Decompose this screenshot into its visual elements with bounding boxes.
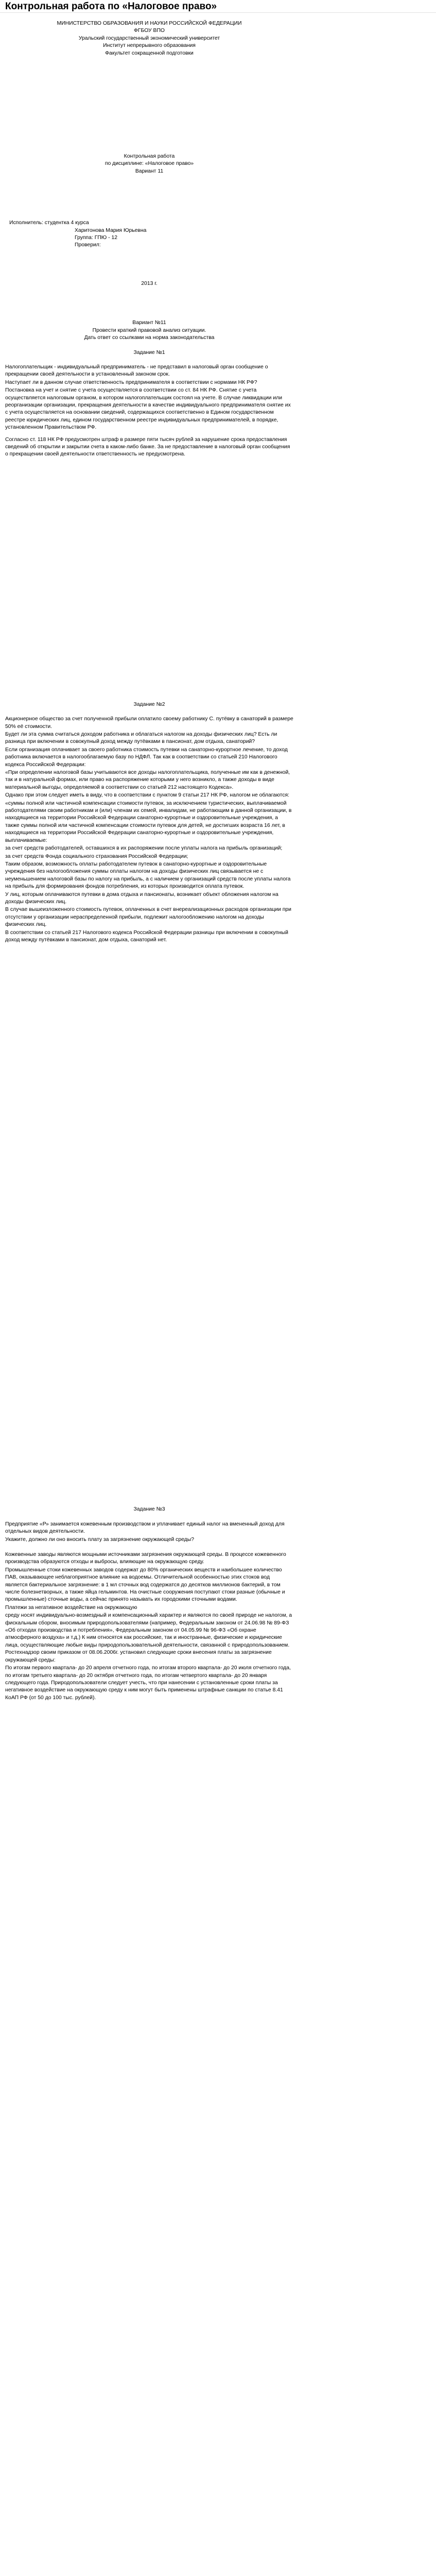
variant-instruction-2: Дать ответ со ссылками на норма законодательства bbox=[84, 335, 215, 341]
task2-paragraph: Однако при этом следует иметь в виду, что в соответствии с пунктом 9 статьи 217 НК РФ, налогом не облагаются: bbox=[5, 792, 289, 799]
variant-line: Вариант 11 bbox=[135, 168, 164, 174]
task1-paragraph: Налогоплательщик - индивидуальный предприниматель - не представил в налоговый орган сообщение о прекращении своей деятельности в установленный законом срок. bbox=[5, 364, 268, 378]
task3-paragraph: Платежи за негативное воздействие на окружающую bbox=[5, 1604, 137, 1611]
task3-paragraph: Промышленные стоки кожевенных заводов содержат до 80% органических веществ и наибольшее количество ПАВ, оказывающее неблагоприятное влияние на водоемы. Отличительной особенностью этих стоков вод является бактериальное загрязнение: в 1 мл сточных вод содержатся до десятков миллионов бактерий, в том числе болезнетворных, а также яйца гельминтов. На очистные сооружения поступают стоки разные (обычные и промышленные) сточные воды, а сейчас принято называть их городскими сточными водами. bbox=[5, 1567, 285, 1603]
ministry-line: МИНИСТЕРСТВО ОБРАЗОВАНИЯ И НАУКИ РОССИЙСКОЙ ФЕДЕРАЦИИ bbox=[57, 21, 242, 26]
task2-paragraph: Таким образом, возможность оплаты работодателем путевок в санаторно-курортные и оздоровительные учреждения без налогообложения суммы оплаты налогом на доходы физических лиц связывается не с неуменьшением налоговой базы по налогу на прибыль, а с наличием у организаций средств после уплаты налога на прибыль для формирования фондов потребления, из которых производится оплата путевок. bbox=[5, 861, 291, 890]
task3-paragraph: По итогам первого квартала- до 20 апреля отчетного года, по итогам второго квартала- до 20 июля отчетного года, по итогам третьего квартала- до 20 октября отчетного года, по итогам четвертого квартала- до 20 января следующего года. Природопользователи следует учесть, что при нанесении с установленные сроки платы за негативное воздействие на окружающую среду к ним могут быть применены штрафные санкции по статье 8.41 КоАП РФ (от 50 до 100 тыс. рублей). bbox=[5, 1665, 291, 1701]
student-name: Харитонова Мария Юрьевна bbox=[75, 227, 147, 233]
work-type-line: Контрольная работа bbox=[124, 154, 175, 160]
task1-paragraph: Согласно ст. 118 НК РФ предусмотрен штраф в размере пяти тысяч рублей за нарушение срока предоставления сведений об открытии и закрытии счета в каком-либо банке. За не предоставление в налоговый орган сообщения о прекращении своей деятельности ответственность не предусмотрена. bbox=[5, 436, 290, 457]
performer-label: Исполнитель: студентка 4 курса bbox=[9, 220, 89, 226]
institute-line: Институт непрерывного образования bbox=[103, 43, 196, 49]
task2-paragraph: В случае вышеизложенного стоимость путевок, оплаченных в счет внереализационных расходов организации при отсутствии у организации нераспределенной прибыли, подлежит налогообложению налогом на доходы физических лиц. bbox=[5, 907, 291, 928]
task2-body bbox=[5, 716, 293, 944]
task2-paragraph: «суммы полной или частичной компенсации стоимости путевок, за исключением туристических, выплачиваемой работодателями своим работникам и (или) членам их семей, инвалидам, не работающим в данной организации, в находящиеся на территории Российской Федерации санаторно-курортные и оздоровительные учреждения, а также суммы полной или частичной компенсации стоимости путевок для детей, не достигших возраста 16 лет, в находящиеся на территории Российской Федерации санаторно-курортные и оздоровительные учреждения, выплачиваемые: bbox=[5, 800, 292, 843]
year-line: 2013 г. bbox=[141, 280, 158, 286]
task1-heading: Задание №1 bbox=[133, 349, 165, 355]
task3-body bbox=[5, 1521, 293, 1702]
task2-paragraph: Если организация оплачивает за своего работника стоимость путевки на санаторно-курортное лечение, то доход работника включается в налогооблагаемую базу по НДФЛ. Так как в соответствии со статьей 210 Налогового кодекса Российской Федерации: bbox=[5, 747, 288, 768]
task3-paragraph: Предприятие «Р» занимается кожевенным производством и уплачивает единый налог на вмененный доход для отдельных видов деятельности. bbox=[5, 1521, 285, 1535]
document-header bbox=[0, 0, 436, 13]
task2-paragraph: Акционерное общество за счет полученной прибыли оплатило своему работнику С. путёвку в санаторий в размере 50% её стоимости. bbox=[5, 716, 293, 730]
task3-paragraph: среду носят индивидуально-возмездный и компенсационный характер и являются по своей природе не налогом, а фискальным сбором, вносимым природопользователями (например, Федеральным законом от 24.06.98 № 89-ФЗ «Об отходах производства и потребления», Федеральным законом от 04.05.99 № 96-ФЗ «Об охране атмосферного воздуха» и т.д.) К ним относятся как российские, так и иностранные, физические и юридические лица, осуществляющие любые виды природопользовательной деятельности, связанной с природопользованием. Ростехнадзор своим приказом от 08.06.2006г. установил следующие сроки внесения платы за загрязнение окружающей среды: bbox=[5, 1613, 292, 1663]
title-page bbox=[5, 20, 293, 175]
document-body bbox=[5, 13, 293, 1723]
task3-heading: Задание №3 bbox=[133, 1506, 165, 1513]
university-line: Уральский государственный экономический университет bbox=[78, 35, 220, 41]
document-title: Контрольная работа по «Налоговое право» bbox=[5, 1, 217, 12]
task2-paragraph: за счет средств работодателей, оставшихся в их распоряжении после уплаты налога на прибыль организаций; bbox=[5, 845, 283, 852]
task2-paragraph: Будет ли эта сумма считаться доходом работника и облагаться налогом на доходы физических лиц? Есть ли разница при включении в совокупный доход между путёвками в пансионат, дом отдыха, санаторий? bbox=[5, 732, 277, 745]
task2-paragraph: В соответствии со статьей 217 Налогового кодекса Российской Федерации разницы при включении в совокупный доход между путёвками в пансионат, дом отдыха, санаторий нет. bbox=[5, 929, 288, 943]
faculty-line: Факультет сокращенной подготовки bbox=[105, 50, 194, 56]
institution-type-line: ФГБОУ ВПО bbox=[133, 28, 165, 34]
task2-paragraph: за счет средств Фонда социального страхования Российской Федерации; bbox=[5, 853, 188, 859]
task2-paragraph: «При определении налоговой базы учитываются все доходы налогоплательщика, полученные им как в денежной, так и в натуральной формах, или право на распоряжение которыми у него возникло, а также доходы в виде материальной выгоды, определяемой в соответствии со статьей 212 настоящего Кодекса». bbox=[5, 770, 290, 790]
task1-paragraph: Постановка на учет и снятие с учета осуществляется в соответствии со ст. 84 НК РФ. Снятие с учета осуществляется налоговым органом, в котором налогоплательщик состоял на учете. В случае ликвидации или реорганизации организации, прекращения деятельности в качестве индивидуального предпринимателя снятие их с учета осуществляется на основании сведений, содержащихся соответственно в Едином государственном реестре юридических лиц, едином государственном реестре индивидуальных предпринимателей, в порядке, установленном Правительством РФ. bbox=[5, 387, 291, 431]
task1-paragraph: Наступает ли в данном случае ответственность предпринимателя в соответствии с нормами НК РФ? bbox=[5, 379, 257, 385]
variant-heading: Вариант №11 bbox=[132, 320, 166, 326]
task2-paragraph: У лиц, которым оплачиваются путевки в дома отдыха и пансионаты, возникает объект обложения налогом на доходы физических лиц. bbox=[5, 891, 278, 905]
task3-paragraph: Кожевенные заводы являются мощными источниками загрязнения окружающей среды. В процессе кожевенного производства образуются отходы и выбросы, влияющие на окружающую среду. bbox=[5, 1552, 286, 1565]
discipline-line: по дисциплине: «Налоговое право» bbox=[104, 161, 194, 167]
variant-section bbox=[5, 319, 293, 342]
checked-line: Проверил: bbox=[75, 242, 101, 248]
task3-paragraph: Укажите, должно ли оно вносить плату за загрязнение окружающей среды? bbox=[5, 1536, 194, 1543]
variant-instruction-1: Провести краткий правовой анализ ситуации. bbox=[92, 327, 206, 333]
task2-heading: Задание №2 bbox=[133, 701, 165, 707]
task1-body bbox=[5, 364, 293, 459]
group-line: Группа: ГПЮ - 12 bbox=[75, 235, 118, 241]
